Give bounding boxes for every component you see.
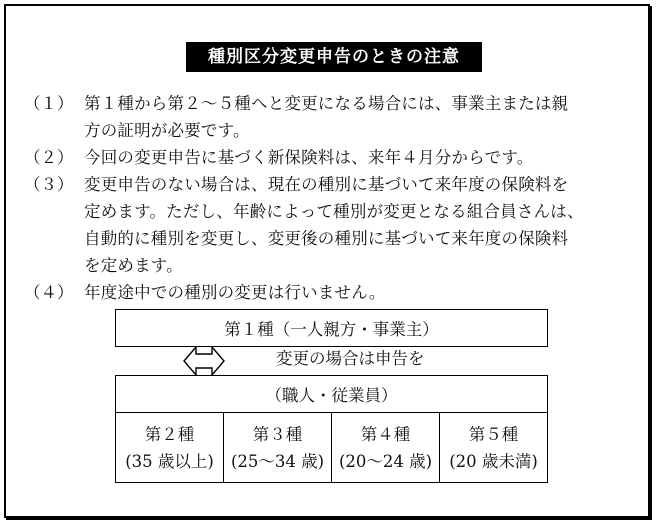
worker-group-box <box>115 375 548 483</box>
note-line: 年度途中での種別の変更は行いません。 <box>84 283 386 302</box>
note-item <box>24 144 634 171</box>
type-cell <box>439 413 547 482</box>
note-number: （２） <box>24 148 74 167</box>
note-line: 第１種から第２～５種へと変更になる場合には、事業主または親 <box>84 94 569 113</box>
note-number: （１） <box>24 94 74 113</box>
type1-box <box>115 309 548 347</box>
note-number: （３） <box>24 175 74 194</box>
type-cells <box>116 413 547 482</box>
change-note: 変更の場合は申告を <box>276 349 425 368</box>
note-text <box>84 171 634 279</box>
type-name: 第４種 <box>360 424 411 444</box>
note-item <box>24 90 634 144</box>
type-name: 第３種 <box>252 424 303 444</box>
type-age: (20 歳未満) <box>449 451 538 471</box>
note-text <box>84 144 634 171</box>
type-name: 第２種 <box>144 424 195 444</box>
type-name: 第５種 <box>468 424 519 444</box>
note-line: 自動的に種別を変更し、変更後の種別に基づいて来年度の保険料 <box>84 229 569 248</box>
type-age: (35 歳以上) <box>125 451 214 471</box>
note-line: 今回の変更申告に基づく新保険料は、来年４月分からです。 <box>84 148 534 167</box>
note-text <box>84 279 634 306</box>
note-line: 定めます。ただし、年齢によって種別が変更となる組合員さんは、 <box>84 202 584 221</box>
type-cell <box>223 413 331 482</box>
type1-label: 第１種（一人親方・事業主） <box>224 320 439 339</box>
note-line: 変更申告のない場合は、現在の種別に基づいて来年度の保険料を <box>84 175 569 194</box>
notes-list <box>24 90 634 306</box>
note-text <box>84 90 634 144</box>
double-arrow-icon <box>181 346 227 376</box>
worker-group-header: （職人・従業員） <box>116 376 547 413</box>
note-line: 方の証明が必要です。 <box>84 121 250 140</box>
note-line: を定めます。 <box>84 256 183 275</box>
note-item <box>24 171 634 279</box>
type-cell <box>116 413 223 482</box>
type-age: (25～34 歳) <box>230 451 325 471</box>
note-number: （４） <box>24 283 74 302</box>
note-item <box>24 279 634 306</box>
type-age: (20～24 歳) <box>338 451 433 471</box>
notice-title: 種別区分変更申告のときの注意 <box>186 42 482 72</box>
type-cell <box>331 413 439 482</box>
